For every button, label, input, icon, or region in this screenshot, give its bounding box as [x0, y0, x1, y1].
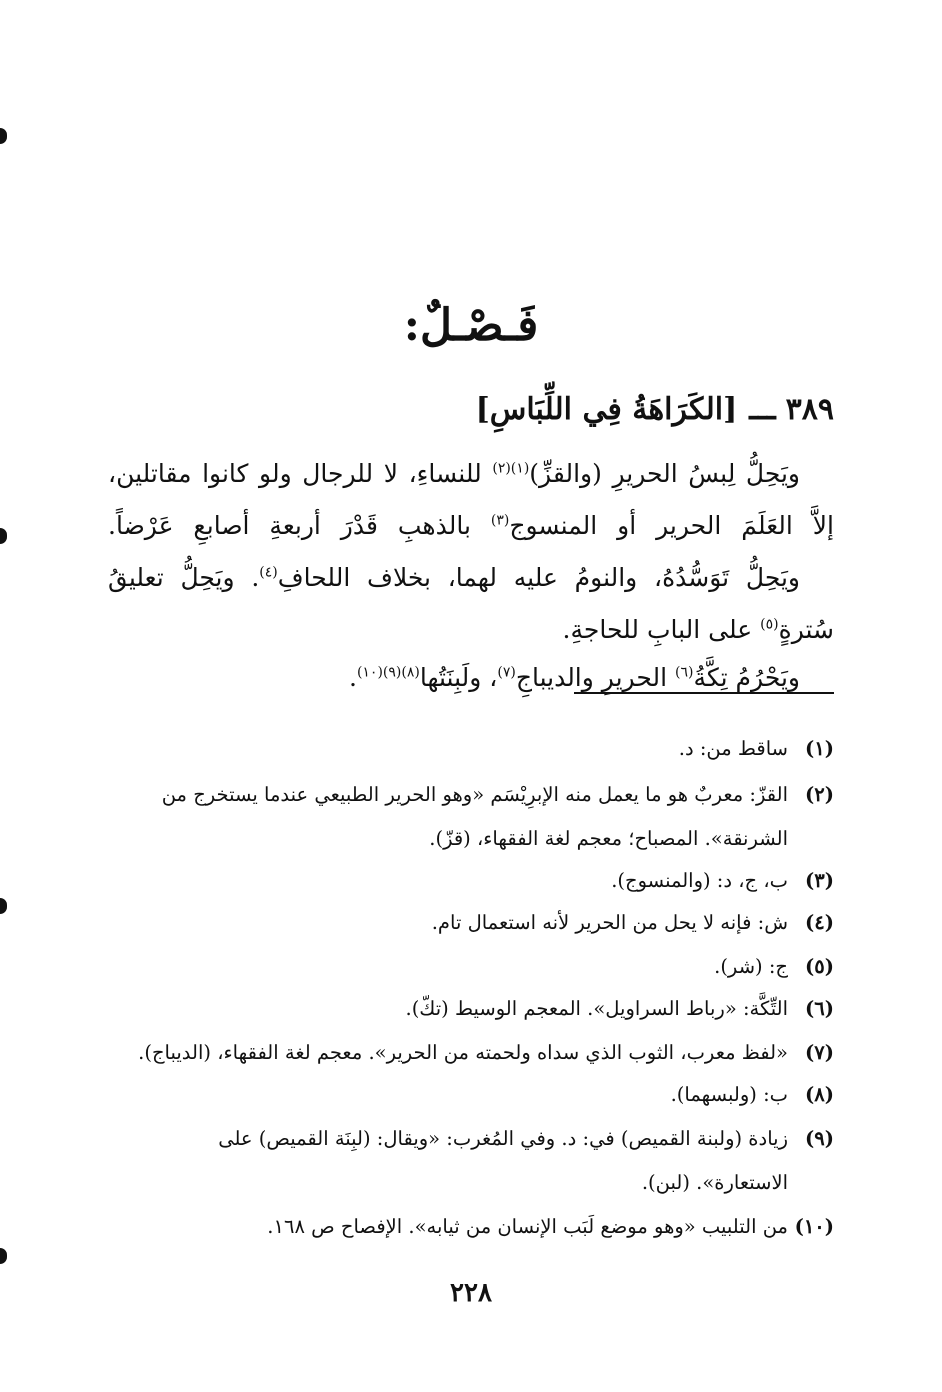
footnote-number: (٧)	[805, 1041, 834, 1064]
footnote	[108, 730, 834, 768]
footnote-number: (٥)	[805, 955, 834, 978]
scan-edge-mark	[0, 128, 7, 144]
footnote-ref: (٧)	[497, 664, 516, 681]
paragraph-3	[108, 652, 834, 704]
footnote	[108, 948, 834, 986]
footnote-number: (١٠)	[794, 1215, 834, 1238]
chapter-title: [الكَرَاهَةُ فِي اللِّبَاسِ]	[475, 392, 738, 427]
footnote-ref: (١)(٢)	[492, 460, 530, 477]
footnote	[108, 1034, 834, 1072]
body-text: سُترةٍ	[778, 615, 834, 644]
chapter-dash: ـــ	[749, 392, 776, 427]
scan-edge-mark	[0, 898, 7, 914]
footnote-number: (٣)	[805, 869, 834, 892]
footnote-text: ش: فإنه لا يحل من الحرير لأنه استعمال تام.	[431, 911, 788, 934]
footnote-continuation	[108, 1164, 834, 1202]
footnote-text: الشرنقة». المصباح؛ معجم لغة الفقهاء، (قزّ).	[429, 827, 788, 850]
footnote-text: ج: (شر).	[714, 955, 788, 978]
footnote-text: ساقط من: د.	[678, 737, 788, 760]
footnote-text: التِّكَّة: «رباط السراويل». المعجم الوسيط (تكّ).	[405, 997, 788, 1020]
footnote-ref: (٨)(٩)(١٠)	[356, 664, 420, 681]
footnote	[108, 1208, 834, 1246]
body-text: للنساءِ، لا للرجال ولو كانوا مقاتلين،	[108, 459, 493, 488]
footnote-text: ب: (ولبسهما).	[670, 1083, 788, 1106]
footnote-text: زيادة (ولبنة القميص) في: د. وفي المُغرب: «ويقال: (لبِنَة القميص) على	[218, 1127, 788, 1150]
footnote-ref: (٦)	[674, 664, 694, 681]
page-number: ٢٢٨	[450, 1278, 492, 1308]
body-text: ويَحِلُّ لِبسُ الحريرِ (والقزِّ)	[529, 459, 800, 488]
footnote-text: القزّ: معربٌ هو ما يعمل منه الإبرِيْسَم «وهو الحرير الطبيعي عندما يستخرج من	[161, 783, 788, 806]
footnote-number: (٤)	[805, 911, 834, 934]
footnote-ref: (٥)	[760, 616, 779, 633]
footnote	[108, 990, 834, 1028]
footnote-ref: (٣)	[490, 512, 510, 529]
body-text: إلاَّ العَلَمَ الحرير أو المنسوج	[509, 511, 834, 540]
footnote	[108, 1076, 834, 1114]
body-text: ويَحْرُمُ تِكَّةُ	[693, 663, 800, 692]
footnote-ref: (٤)	[259, 564, 278, 581]
body-text: الحريرِ والديباجِ	[515, 663, 675, 692]
paragraph-1-line-1	[108, 448, 834, 500]
footnote	[108, 776, 834, 814]
paragraph-2-line-2	[108, 604, 834, 656]
body-text: .	[348, 663, 357, 692]
scan-edge-mark	[0, 1248, 7, 1264]
footnote-number: (٨)	[805, 1083, 834, 1106]
section-title: فَـصْـلٌ:	[403, 300, 539, 351]
footnote-text: الاستعارة». (لبن).	[641, 1171, 788, 1194]
footnote	[108, 1120, 834, 1158]
footnote-number: (٢)	[805, 783, 834, 806]
paragraph-2-line-1	[108, 552, 834, 604]
body-text: على البابِ للحاجةِ.	[562, 615, 761, 644]
footnote-number: (٩)	[805, 1127, 834, 1150]
footnote-number: (٦)	[805, 997, 834, 1020]
body-text: ، ولَبِنَتُها	[419, 663, 498, 692]
body-text: بالذهبِ قَدْرَ أربعةِ أصابعِ عَرْضاً.	[108, 511, 491, 540]
chapter-heading	[476, 392, 834, 427]
footnote	[108, 904, 834, 942]
scan-edge-mark	[0, 528, 7, 544]
footnote-separator	[574, 692, 834, 694]
footnote-continuation	[108, 820, 834, 858]
footnote	[108, 862, 834, 900]
footnote-text: ب، ج، د: (والمنسوج).	[611, 869, 788, 892]
body-text: . ويَحِلُّ تعليقُ	[108, 563, 260, 592]
footnote-text: من التلبيب «وهو موضع لَبَب الإنسان من ثيابه». الإفصاح ص ١٦٨.	[267, 1215, 788, 1238]
chapter-number: ٣٨٩	[785, 392, 834, 427]
body-text: ويَحِلُّ تَوَسُّدُهُ، والنومُ عليه لهما، بخلاف اللحافِ	[277, 563, 800, 592]
footnote-text: «لفظ معرب، الثوب الذي سداه ولحمته من الحرير». معجم لغة الفقهاء، (الديباج).	[138, 1041, 788, 1064]
paragraph-1-line-2	[108, 500, 834, 552]
footnote-number: (١)	[805, 737, 834, 760]
